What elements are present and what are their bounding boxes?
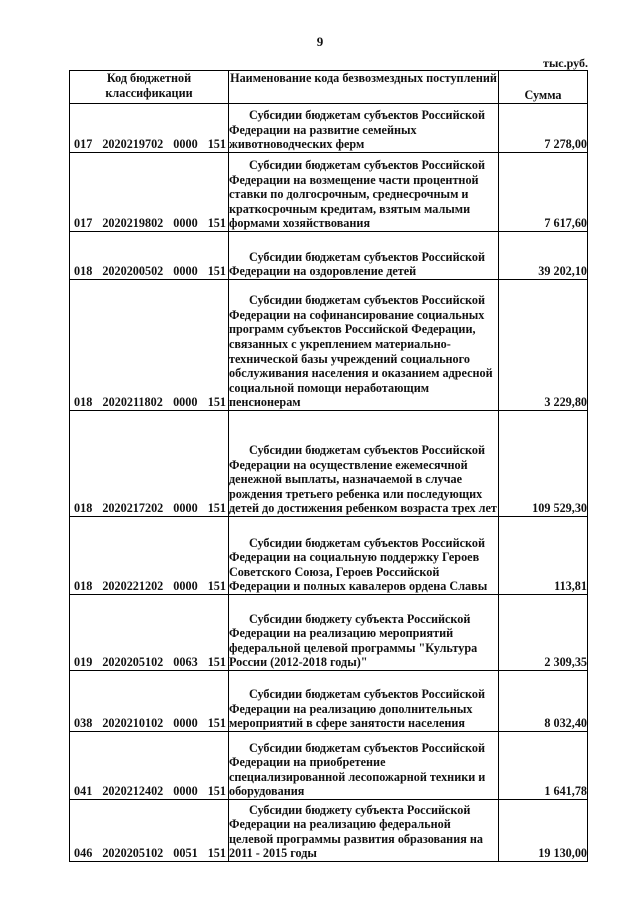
economic-code: 151 [207, 216, 226, 231]
table-row [70, 104, 588, 153]
description-cell: Субсидии бюджетам субъектов Российской Федерации на возмещение части процентной ставки по долгосрочным, среднесрочным и краткосрочным кредитам, взятым малыми формами хозяйствования [229, 153, 499, 232]
code-cell [70, 517, 229, 595]
economic-code: 151 [207, 501, 226, 516]
code-cell [70, 153, 229, 232]
revenue-code: 2020211802 [102, 395, 163, 410]
sub-code: 0000 [173, 501, 198, 516]
description-cell: Субсидии бюджетам субъектов Российской Федерации на оздоровление детей [229, 232, 499, 280]
sum-cell: 39 202,10 [499, 232, 588, 280]
description-cell: Субсидии бюджетам субъектов Российской Федерации на развитие семейных животноводческих ферм [229, 104, 499, 153]
sum-cell: 19 130,00 [499, 800, 588, 862]
sub-code: 0000 [173, 216, 198, 231]
admin-code: 017 [74, 216, 93, 231]
header-code: Код бюджетной классификации [70, 71, 229, 104]
sub-code: 0051 [173, 846, 198, 861]
economic-code: 151 [207, 716, 226, 731]
economic-code: 151 [207, 395, 226, 410]
admin-code: 018 [74, 501, 93, 516]
table-row [70, 595, 588, 671]
revenue-code: 2020217202 [102, 501, 164, 516]
header-name: Наименование кода безвозмездных поступлений [229, 71, 499, 104]
description-cell: Субсидии бюджетам субъектов Российской Федерации на софинансирование социальных программ субъектов Российской Федерации, связанных с укреплением материально-технической базы учреждений социального обслуживания населения и оказанием адресной социальной помощи неработающим пенсионерам [229, 280, 499, 411]
admin-code: 018 [74, 264, 93, 279]
admin-code: 018 [74, 579, 93, 594]
revenue-code: 2020210102 [102, 716, 164, 731]
revenue-code: 2020221202 [102, 579, 164, 594]
sub-code: 0000 [173, 579, 198, 594]
admin-code: 046 [74, 846, 93, 861]
revenue-code: 2020205102 [102, 846, 164, 861]
table-row [70, 732, 588, 800]
code-cell [70, 232, 229, 280]
sub-code: 0000 [173, 137, 198, 152]
revenue-code: 2020219802 [102, 216, 164, 231]
table-row [70, 232, 588, 280]
description-cell: Субсидии бюджету субъекта Российской Федерации на реализацию мероприятий федеральной целевой программы "Культура России (2012-2018 годы)" [229, 595, 499, 671]
sub-code: 0063 [173, 655, 198, 670]
economic-code: 151 [207, 655, 226, 670]
code-cell [70, 104, 229, 153]
economic-code: 151 [207, 137, 226, 152]
table-header-row [70, 71, 588, 104]
sub-code: 0000 [173, 264, 198, 279]
revenue-code: 2020200502 [102, 264, 164, 279]
economic-code: 151 [207, 264, 226, 279]
code-cell [70, 280, 229, 411]
sum-cell: 7 617,60 [499, 153, 588, 232]
sum-cell: 8 032,40 [499, 671, 588, 732]
table-row [70, 411, 588, 517]
admin-code: 018 [74, 395, 93, 410]
description-cell: Субсидии бюджетам субъектов Российской Федерации на реализацию дополнительных мероприятий в сфере занятости населения [229, 671, 499, 732]
description-cell: Субсидии бюджету субъекта Российской Федерации на реализацию федеральной целевой программы развития образования на 2011 - 2015 годы [229, 800, 499, 862]
sub-code: 0000 [173, 784, 198, 799]
unit-label: тыс.руб. [543, 56, 588, 70]
revenue-code: 2020205102 [102, 655, 164, 670]
table-row [70, 800, 588, 862]
sub-code: 0000 [173, 395, 198, 410]
economic-code: 151 [207, 579, 226, 594]
description-cell: Субсидии бюджетам субъектов Российской Федерации на осуществление ежемесячной денежной выплаты, назначаемой в случае рождения третьего ребенка или последующих детей до достижения ребенком возраста трех лет [229, 411, 499, 517]
sum-cell: 7 278,00 [499, 104, 588, 153]
admin-code: 017 [74, 137, 93, 152]
sum-cell: 2 309,35 [499, 595, 588, 671]
table-row [70, 280, 588, 411]
economic-code: 151 [207, 784, 226, 799]
sum-cell: 1 641,78 [499, 732, 588, 800]
admin-code: 019 [74, 655, 93, 670]
table-row [70, 671, 588, 732]
code-cell [70, 732, 229, 800]
economic-code: 151 [207, 846, 226, 861]
description-cell: Субсидии бюджетам субъектов Российской Федерации на социальную поддержку Героев Советского Союза, Героев Российской Федерации и полных кавалеров ордена Славы [229, 517, 499, 595]
page-number: 9 [316, 34, 324, 49]
code-cell [70, 595, 229, 671]
revenue-code: 2020219702 [102, 137, 164, 152]
sum-cell: 109 529,30 [499, 411, 588, 517]
code-cell [70, 800, 229, 862]
table-row [70, 517, 588, 595]
admin-code: 038 [74, 716, 93, 731]
budget-table [69, 70, 588, 862]
code-cell [70, 671, 229, 732]
code-cell [70, 411, 229, 517]
description-cell: Субсидии бюджетам субъектов Российской Федерации на приобретение специализированной лесопожарной техники и оборудования [229, 732, 499, 800]
table-row [70, 153, 588, 232]
admin-code: 041 [74, 784, 93, 799]
sum-cell: 3 229,80 [499, 280, 588, 411]
sum-cell: 113,81 [499, 517, 588, 595]
revenue-code: 2020212402 [102, 784, 164, 799]
sub-code: 0000 [173, 716, 198, 731]
header-sum: Сумма [499, 71, 588, 104]
